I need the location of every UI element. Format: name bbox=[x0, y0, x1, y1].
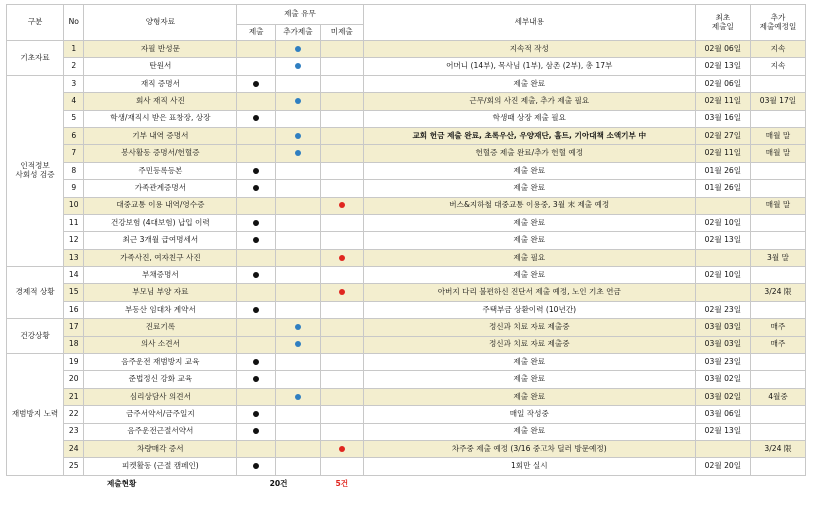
not-submitted-cell bbox=[320, 423, 363, 440]
table-body bbox=[7, 41, 806, 493]
document-name: 부동산 임대차 계약서 bbox=[84, 301, 237, 318]
header-submitted: 제출 bbox=[237, 25, 276, 41]
first-submission-date: 02월 10일 bbox=[695, 267, 750, 284]
row-number: 23 bbox=[64, 423, 84, 440]
table-row bbox=[7, 284, 806, 301]
additional-cell bbox=[276, 388, 321, 405]
document-name: 봉사활동 증명서/헌혈증 bbox=[84, 145, 237, 162]
detail-text: 버스&지하철 대중교통 이용중, 3월 末 제출 예정 bbox=[363, 197, 695, 214]
row-number: 22 bbox=[64, 406, 84, 423]
row-number: 17 bbox=[64, 319, 84, 336]
document-name: 회사 재직 사진 bbox=[84, 93, 237, 110]
not-submitted-cell bbox=[320, 354, 363, 371]
table-row bbox=[7, 41, 806, 58]
document-name: 의사 소견서 bbox=[84, 336, 237, 353]
additional-cell bbox=[276, 371, 321, 388]
submitted-cell bbox=[237, 354, 276, 371]
detail-text: 1회만 실시 bbox=[363, 458, 695, 475]
detail-text: 제출 완료 bbox=[363, 371, 695, 388]
status-dot-icon bbox=[253, 272, 259, 278]
planned-date: 매주 bbox=[750, 319, 805, 336]
planned-date bbox=[750, 232, 805, 249]
status-dot-icon bbox=[339, 289, 345, 295]
additional-cell bbox=[276, 75, 321, 92]
not-submitted-cell bbox=[320, 41, 363, 58]
submitted-cell bbox=[237, 406, 276, 423]
not-submitted-cell bbox=[320, 336, 363, 353]
planned-date: 지속 bbox=[750, 58, 805, 75]
row-number: 5 bbox=[64, 110, 84, 127]
table-row bbox=[7, 354, 806, 371]
status-dot-icon bbox=[253, 115, 259, 121]
table-row bbox=[7, 267, 806, 284]
not-submitted-cell bbox=[320, 406, 363, 423]
not-submitted-cell bbox=[320, 371, 363, 388]
category-cell: 건강상황 bbox=[7, 319, 64, 354]
status-dot-icon bbox=[339, 446, 345, 452]
planned-date: 매주 bbox=[750, 336, 805, 353]
first-submission-date: 03월 03일 bbox=[695, 319, 750, 336]
planned-date: 매월 말 bbox=[750, 197, 805, 214]
document-name: 금주서약서/금주일지 bbox=[84, 406, 237, 423]
first-submission-date: 02월 23일 bbox=[695, 301, 750, 318]
status-dot-icon bbox=[253, 185, 259, 191]
first-submission-date bbox=[695, 249, 750, 266]
document-name: 음주운전 재범방지 교육 bbox=[84, 354, 237, 371]
row-number: 21 bbox=[64, 388, 84, 405]
total-blank bbox=[363, 475, 805, 492]
first-submission-date: 02월 13일 bbox=[695, 423, 750, 440]
not-submitted-cell bbox=[320, 249, 363, 266]
additional-cell bbox=[276, 336, 321, 353]
planned-date: 3/24 限 bbox=[750, 284, 805, 301]
detail-text: 제출 완료 bbox=[363, 232, 695, 249]
submitted-cell bbox=[237, 440, 276, 457]
row-number: 13 bbox=[64, 249, 84, 266]
submitted-cell bbox=[237, 75, 276, 92]
status-dot-icon bbox=[253, 359, 259, 365]
row-number: 24 bbox=[64, 440, 84, 457]
document-name: 차량매각 증서 bbox=[84, 440, 237, 457]
table-row bbox=[7, 301, 806, 318]
status-dot-icon bbox=[253, 237, 259, 243]
document-name: 탄원서 bbox=[84, 58, 237, 75]
additional-cell bbox=[276, 41, 321, 58]
table-row bbox=[7, 232, 806, 249]
first-submission-date: 03월 03일 bbox=[695, 336, 750, 353]
planned-date: 지속 bbox=[750, 41, 805, 58]
submitted-cell bbox=[237, 127, 276, 144]
detail-text: 제출 완료 bbox=[363, 388, 695, 405]
additional-cell bbox=[276, 458, 321, 475]
first-submission-date: 02월 13일 bbox=[695, 58, 750, 75]
submitted-cell bbox=[237, 388, 276, 405]
table-row bbox=[7, 371, 806, 388]
header-not-submitted: 미제출 bbox=[320, 25, 363, 41]
table-row bbox=[7, 162, 806, 179]
submitted-cell bbox=[237, 180, 276, 197]
category-cell: 경제적 상황 bbox=[7, 267, 64, 319]
additional-cell bbox=[276, 58, 321, 75]
detail-text: 주택부금 상환이력 (10년간) bbox=[363, 301, 695, 318]
not-submitted-cell bbox=[320, 232, 363, 249]
status-dot-icon bbox=[339, 202, 345, 208]
status-dot-icon bbox=[253, 463, 259, 469]
detail-text: 지속적 작성 bbox=[363, 41, 695, 58]
planned-date bbox=[750, 180, 805, 197]
planned-date: 03월 17일 bbox=[750, 93, 805, 110]
not-submitted-cell bbox=[320, 162, 363, 179]
additional-cell bbox=[276, 406, 321, 423]
table-row bbox=[7, 110, 806, 127]
detail-text: 정신과 치료 자료 제출중 bbox=[363, 319, 695, 336]
detail-text: 제출 완료 bbox=[363, 180, 695, 197]
table-row bbox=[7, 406, 806, 423]
status-dot-icon bbox=[253, 411, 259, 417]
additional-cell bbox=[276, 180, 321, 197]
document-name: 최근 3개월 급여명세서 bbox=[84, 232, 237, 249]
row-number: 18 bbox=[64, 336, 84, 353]
row-number: 1 bbox=[64, 41, 84, 58]
row-number: 6 bbox=[64, 127, 84, 144]
document-name: 건강보험 (4대보험) 납입 이력 bbox=[84, 214, 237, 231]
detail-text: 제출 완료 bbox=[363, 354, 695, 371]
detail-text: 교회 헌금 제출 완료, 초록우산, 우양재단, 홀트, 기아대책 소액기부 中 bbox=[363, 127, 695, 144]
not-submitted-cell bbox=[320, 110, 363, 127]
table-row bbox=[7, 93, 806, 110]
header-submit-group: 제출 유무 bbox=[237, 5, 363, 25]
document-name: 재직 증명서 bbox=[84, 75, 237, 92]
table-row bbox=[7, 440, 806, 457]
planned-date bbox=[750, 371, 805, 388]
first-submission-date: 02월 11일 bbox=[695, 145, 750, 162]
planned-date: 3월 말 bbox=[750, 249, 805, 266]
not-submitted-cell bbox=[320, 75, 363, 92]
header-final-date: 최초 제출일 bbox=[695, 5, 750, 41]
detail-text: 어머니 (14부), 목사님 (1부), 삼촌 (2부), 총 17부 bbox=[363, 58, 695, 75]
additional-cell bbox=[276, 232, 321, 249]
row-number: 20 bbox=[64, 371, 84, 388]
first-submission-date: 03월 06일 bbox=[695, 406, 750, 423]
first-submission-date: 03월 16일 bbox=[695, 110, 750, 127]
first-submission-date: 02월 11일 bbox=[695, 93, 750, 110]
not-submitted-cell bbox=[320, 440, 363, 457]
submitted-cell bbox=[237, 58, 276, 75]
first-submission-date: 01월 26일 bbox=[695, 162, 750, 179]
first-submission-date bbox=[695, 284, 750, 301]
planned-date bbox=[750, 301, 805, 318]
not-submitted-cell bbox=[320, 267, 363, 284]
first-submission-date: 02월 20일 bbox=[695, 458, 750, 475]
submitted-cell bbox=[237, 93, 276, 110]
not-submitted-cell bbox=[320, 284, 363, 301]
submitted-cell bbox=[237, 371, 276, 388]
additional-cell bbox=[276, 249, 321, 266]
not-submitted-cell bbox=[320, 388, 363, 405]
document-name: 음주운전근절서약서 bbox=[84, 423, 237, 440]
submission-table bbox=[6, 4, 806, 493]
first-submission-date: 02월 06일 bbox=[695, 41, 750, 58]
additional-cell bbox=[276, 93, 321, 110]
status-dot-icon bbox=[253, 81, 259, 87]
document-name: 자필 반성문 bbox=[84, 41, 237, 58]
detail-text: 제출 완료 bbox=[363, 162, 695, 179]
submitted-cell bbox=[237, 41, 276, 58]
planned-date: 매월 말 bbox=[750, 145, 805, 162]
detail-text: 근무/회의 사진 제출, 추가 제출 필요 bbox=[363, 93, 695, 110]
status-dot-icon bbox=[253, 168, 259, 174]
total-submitted: 20건 bbox=[237, 475, 321, 492]
not-submitted-cell bbox=[320, 214, 363, 231]
row-number: 3 bbox=[64, 75, 84, 92]
additional-cell bbox=[276, 284, 321, 301]
submitted-cell bbox=[237, 145, 276, 162]
header-planned-date: 추가 제출예정일 bbox=[750, 5, 805, 41]
detail-text: 헌혈증 제출 완료/추가 헌혈 예정 bbox=[363, 145, 695, 162]
document-name: 대중교통 이용 내역/영수증 bbox=[84, 197, 237, 214]
additional-cell bbox=[276, 319, 321, 336]
submitted-cell bbox=[237, 458, 276, 475]
status-dot-icon bbox=[295, 150, 301, 156]
additional-cell bbox=[276, 440, 321, 457]
header-additional: 추가제출 bbox=[276, 25, 321, 41]
planned-date bbox=[750, 423, 805, 440]
detail-text: 제출 필요 bbox=[363, 249, 695, 266]
additional-cell bbox=[276, 423, 321, 440]
submitted-cell bbox=[237, 249, 276, 266]
planned-date bbox=[750, 75, 805, 92]
table-row bbox=[7, 336, 806, 353]
header-document: 양형자료 bbox=[84, 5, 237, 41]
submitted-cell bbox=[237, 214, 276, 231]
submitted-cell bbox=[237, 284, 276, 301]
status-dot-icon bbox=[253, 376, 259, 382]
planned-date: 4월중 bbox=[750, 388, 805, 405]
status-dot-icon bbox=[253, 220, 259, 226]
category-cell: 기초자료 bbox=[7, 41, 64, 76]
row-number: 11 bbox=[64, 214, 84, 231]
status-dot-icon bbox=[295, 98, 301, 104]
not-submitted-cell bbox=[320, 458, 363, 475]
detail-text: 학생때 상장 제출 필요 bbox=[363, 110, 695, 127]
first-submission-date: 03월 23일 bbox=[695, 354, 750, 371]
status-dot-icon bbox=[295, 63, 301, 69]
table-row bbox=[7, 75, 806, 92]
detail-text: 제출 완료 bbox=[363, 423, 695, 440]
row-number: 4 bbox=[64, 93, 84, 110]
planned-date bbox=[750, 267, 805, 284]
row-number: 14 bbox=[64, 267, 84, 284]
table-row bbox=[7, 197, 806, 214]
category-cell: 인적정보 사회성 검증 bbox=[7, 75, 64, 266]
header-no: No bbox=[64, 5, 84, 41]
additional-cell bbox=[276, 267, 321, 284]
additional-cell bbox=[276, 127, 321, 144]
status-dot-icon bbox=[295, 133, 301, 139]
total-not-submitted: 5건 bbox=[320, 475, 363, 492]
total-row bbox=[7, 475, 806, 492]
first-submission-date: 02월 10일 bbox=[695, 214, 750, 231]
first-submission-date: 02월 27일 bbox=[695, 127, 750, 144]
submitted-cell bbox=[237, 232, 276, 249]
planned-date: 3/24 限 bbox=[750, 440, 805, 457]
planned-date bbox=[750, 406, 805, 423]
additional-cell bbox=[276, 145, 321, 162]
submitted-cell bbox=[237, 301, 276, 318]
additional-cell bbox=[276, 162, 321, 179]
detail-text: 제출 완료 bbox=[363, 75, 695, 92]
not-submitted-cell bbox=[320, 58, 363, 75]
planned-date bbox=[750, 162, 805, 179]
submitted-cell bbox=[237, 336, 276, 353]
row-number: 9 bbox=[64, 180, 84, 197]
table-row bbox=[7, 127, 806, 144]
submitted-cell bbox=[237, 319, 276, 336]
planned-date bbox=[750, 354, 805, 371]
planned-date bbox=[750, 110, 805, 127]
status-dot-icon bbox=[253, 428, 259, 434]
detail-text: 정신과 치료 자료 제출중 bbox=[363, 336, 695, 353]
first-submission-date bbox=[695, 440, 750, 457]
not-submitted-cell bbox=[320, 197, 363, 214]
first-submission-date: 03월 02일 bbox=[695, 371, 750, 388]
submitted-cell bbox=[237, 110, 276, 127]
not-submitted-cell bbox=[320, 127, 363, 144]
additional-cell bbox=[276, 354, 321, 371]
first-submission-date: 02월 06일 bbox=[695, 75, 750, 92]
additional-cell bbox=[276, 301, 321, 318]
row-number: 12 bbox=[64, 232, 84, 249]
status-dot-icon bbox=[339, 255, 345, 261]
submitted-cell bbox=[237, 197, 276, 214]
detail-text: 제출 완료 bbox=[363, 267, 695, 284]
header-details: 세부내용 bbox=[363, 5, 695, 41]
row-number: 15 bbox=[64, 284, 84, 301]
row-number: 19 bbox=[64, 354, 84, 371]
document-name: 준법정신 강화 교육 bbox=[84, 371, 237, 388]
table-row bbox=[7, 58, 806, 75]
additional-cell bbox=[276, 214, 321, 231]
first-submission-date bbox=[695, 197, 750, 214]
row-number: 16 bbox=[64, 301, 84, 318]
not-submitted-cell bbox=[320, 319, 363, 336]
row-number: 25 bbox=[64, 458, 84, 475]
table-row bbox=[7, 458, 806, 475]
table-row bbox=[7, 249, 806, 266]
status-dot-icon bbox=[295, 324, 301, 330]
first-submission-date: 02월 13일 bbox=[695, 232, 750, 249]
detail-text: 아버지 다리 불편하신 진단서 제출 예정, 노인 기초 연금 bbox=[363, 284, 695, 301]
submitted-cell bbox=[237, 267, 276, 284]
row-number: 2 bbox=[64, 58, 84, 75]
total-label: 제출현황 bbox=[7, 475, 237, 492]
planned-date: 매월 말 bbox=[750, 127, 805, 144]
table-row bbox=[7, 180, 806, 197]
document-name: 부모님 부양 자료 bbox=[84, 284, 237, 301]
document-name: 피켓활동 (근절 캠페인) bbox=[84, 458, 237, 475]
status-dot-icon bbox=[253, 307, 259, 313]
detail-text: 차주중 제출 예정 (3/16 중고차 딜러 방문예정) bbox=[363, 440, 695, 457]
document-name: 가족사진, 여자친구 사진 bbox=[84, 249, 237, 266]
table-row bbox=[7, 319, 806, 336]
row-number: 7 bbox=[64, 145, 84, 162]
table-row bbox=[7, 423, 806, 440]
additional-cell bbox=[276, 197, 321, 214]
first-submission-date: 03월 02일 bbox=[695, 388, 750, 405]
status-dot-icon bbox=[295, 341, 301, 347]
table-row bbox=[7, 145, 806, 162]
not-submitted-cell bbox=[320, 301, 363, 318]
document-name: 가족관계증명서 bbox=[84, 180, 237, 197]
detail-text: 매일 작성중 bbox=[363, 406, 695, 423]
category-cell: 재범방지 노력 bbox=[7, 354, 64, 476]
first-submission-date: 01월 26일 bbox=[695, 180, 750, 197]
status-dot-icon bbox=[295, 394, 301, 400]
planned-date bbox=[750, 214, 805, 231]
document-name: 학생/재직시 받은 표창장, 상장 bbox=[84, 110, 237, 127]
document-name: 심리상담사 의견서 bbox=[84, 388, 237, 405]
table-header bbox=[7, 5, 806, 41]
not-submitted-cell bbox=[320, 180, 363, 197]
submitted-cell bbox=[237, 162, 276, 179]
document-name: 주민등록등본 bbox=[84, 162, 237, 179]
not-submitted-cell bbox=[320, 145, 363, 162]
table-row bbox=[7, 388, 806, 405]
additional-cell bbox=[276, 110, 321, 127]
status-dot-icon bbox=[295, 46, 301, 52]
document-name: 부채증명서 bbox=[84, 267, 237, 284]
document-name: 기부 내역 증명서 bbox=[84, 127, 237, 144]
row-number: 10 bbox=[64, 197, 84, 214]
document-name: 진료기록 bbox=[84, 319, 237, 336]
planned-date bbox=[750, 458, 805, 475]
table-row bbox=[7, 214, 806, 231]
not-submitted-cell bbox=[320, 93, 363, 110]
submitted-cell bbox=[237, 423, 276, 440]
row-number: 8 bbox=[64, 162, 84, 179]
header-category: 구분 bbox=[7, 5, 64, 41]
detail-text: 제출 완료 bbox=[363, 214, 695, 231]
